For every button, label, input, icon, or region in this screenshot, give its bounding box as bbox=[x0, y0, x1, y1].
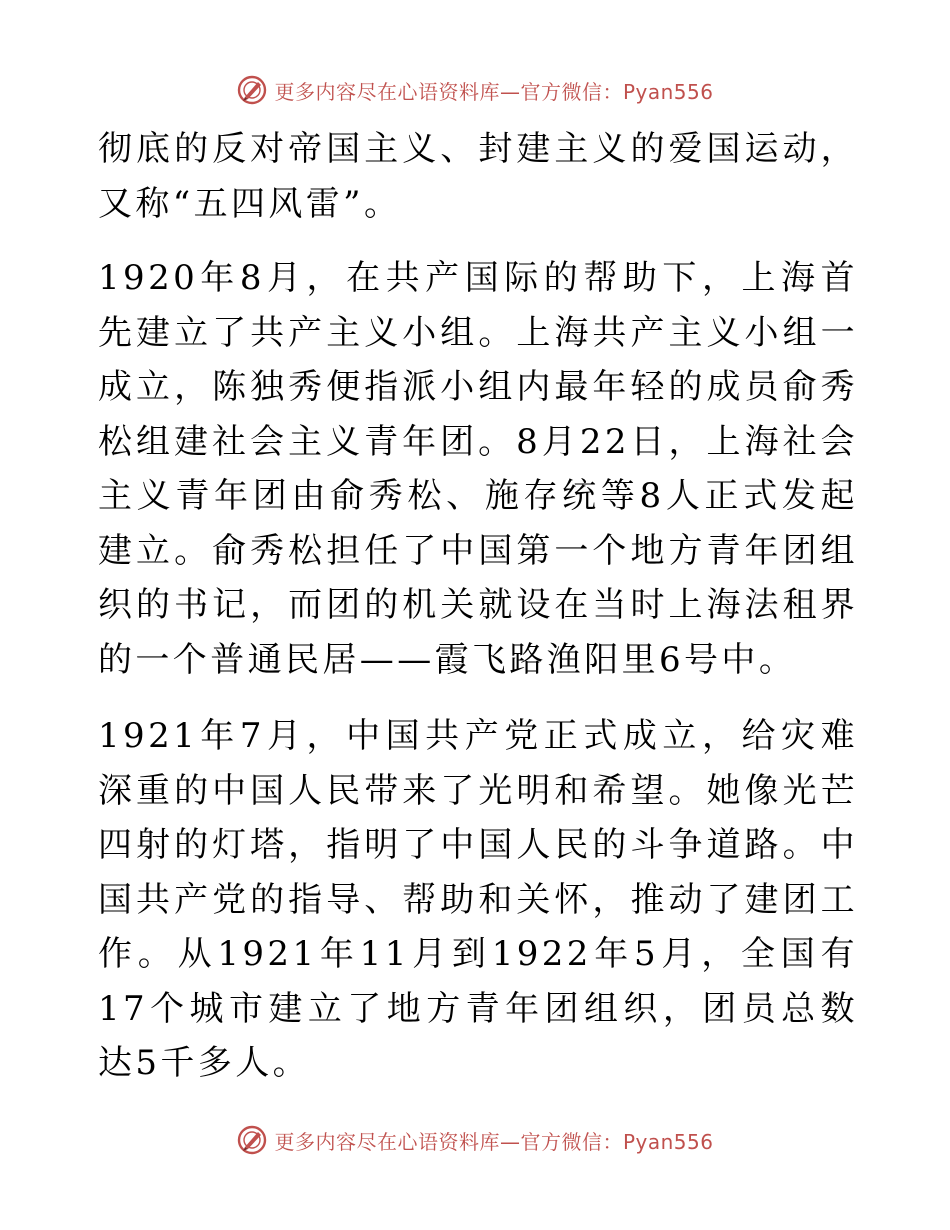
paragraph-1921: 1921年7月，中国共产党正式成立，给灾难深重的中国人民带来了光明和希望。她像光芒四射的灯塔，指明了中国人民的斗争道路。中国共产党的指导、帮助和关怀，推动了建团工作。从1921年11月到1922年5月，全国有17个城市建立了地方青年团组织，团员总数达5千多人。 bbox=[98, 716, 858, 1083]
footer-watermark bbox=[0, 1122, 950, 1158]
paragraph-1920: 1920年8月，在共产国际的帮助下，上海首先建立了共产主义小组。上海共产主义小组一成立，陈独秀便指派小组内最年轻的成员俞秀松组建社会主义青年团。8月22日，上海社会主义青年团由俞秀松、施存统等8人正式发起建立。俞秀松担任了中国第一个地方青年团组织的书记，而团的机关就设在当时上海法租界的一个普通民居——霞飞路渔阳里6号中。 bbox=[98, 258, 858, 680]
pen-circle-icon bbox=[236, 74, 268, 106]
pen-circle-icon bbox=[236, 1124, 268, 1156]
watermark-text: 更多内容尽在心语资料库—官方微信：Pyan556 bbox=[274, 1129, 714, 1154]
document-body bbox=[98, 122, 858, 1113]
watermark-text: 更多内容尽在心语资料库—官方微信：Pyan556 bbox=[274, 79, 714, 104]
paragraph-continued: 彻底的反对帝国主义、封建主义的爱国运动，又称“五四风雷”。 bbox=[98, 129, 858, 224]
header-watermark bbox=[0, 72, 950, 108]
